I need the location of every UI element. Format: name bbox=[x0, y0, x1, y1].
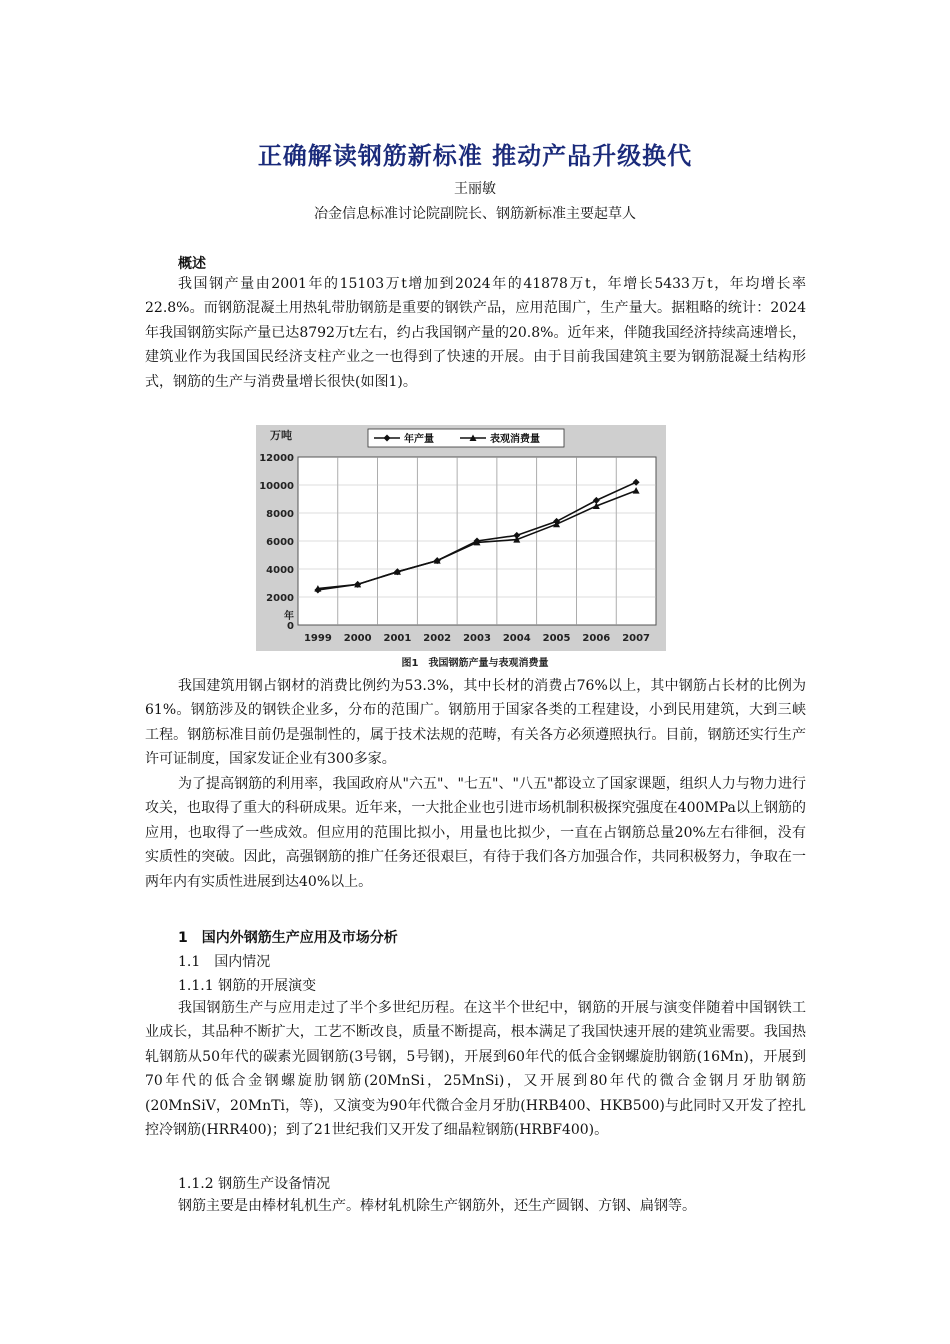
paragraph-equipment: 钢筋主要是由棒材轧机生产。棒材轧机除生产钢筋外，还生产圆钢、方钢、扁钢等。 bbox=[178, 1198, 696, 1214]
author-name: 王丽敏 bbox=[454, 181, 496, 197]
y-tick-label: 2000 bbox=[266, 593, 294, 604]
x-axis-label: 年 bbox=[284, 611, 294, 622]
line-chart bbox=[256, 425, 666, 651]
x-tick-label: 1999 bbox=[303, 633, 332, 644]
x-tick-label: 2005 bbox=[542, 633, 571, 644]
y-tick-label: 10000 bbox=[259, 481, 294, 492]
production-consumption-chart bbox=[256, 425, 666, 651]
overview-heading: 概述 bbox=[178, 256, 206, 272]
x-tick-label: 2001 bbox=[383, 633, 412, 644]
document-title: 正确解读钢筋新标准 推动产品升级换代 bbox=[257, 142, 693, 170]
y-tick-label: 4000 bbox=[266, 565, 294, 576]
y-tick-label: 6000 bbox=[266, 537, 294, 548]
x-tick-label: 2003 bbox=[463, 633, 491, 644]
paragraph-overview: 我国钢产量由2001年的15103万t增加到2024年的41878万t，年增长5433万t，年均增长率22.8%。而钢筋混凝土用热轧带肋钢筋是重要的钢铁产品，应用范围广，生产量大。据粗略的统计：2024年我国钢筋实际产量已达8792万t左右，约占我国钢产量的20.8%。近年来，伴随我国经济持续高速增长，建筑业作为我国国民经济支柱产业之一也得到了快速的开展。由于目前我国建筑主要为钢筋混凝土结构形式，钢筋的生产与消费量增长很快(如图1)。 bbox=[145, 276, 806, 390]
paragraph-development: 我国钢筋生产与应用走过了半个多世纪历程。在这半个世纪中，钢筋的开展与演变伴随着中国钢铁工业成长，其品种不断扩大，工艺不断改良，质量不断提高，根本满足了我国快速开展的建筑业需要。我国热轧钢筋从50年代的碳素光圆钢筋(3号钢，5号钢)，开展到60年代的低合金钢螺旋肋钢筋(16Mn)，开展到70年代的低合金钢螺旋肋钢筋(20MnSi，25MnSi)，又开展到80年代的微合金钢月牙肋钢筋(20MnSiV，20MnTi，等)，又演变为90年代微合金月牙肋(HRB400、HKB500)与此同时又开发了控扎控冷钢筋(HRR400)；到了21世纪我们又开发了细晶粒钢筋(HRBF400)。 bbox=[145, 1000, 806, 1139]
x-tick-label: 2000 bbox=[343, 633, 372, 644]
paragraph-research: 为了提高钢筋的利用率，我国政府从"六五"、"七五"、"八五"都设立了国家课题，组织人力与物力进行攻关，也取得了重大的科研成果。近年来，一大批企业也引进市场机制积极探究强度在400MPa以上钢筋的应用，也取得了一些成效。但应用的范围比拟小，用量也比拟少，一直在占钢筋总量20%左右徘徊，没有实质性的突破。因此，高强钢筋的推广任务还很艰巨，有待于我们各方加强合作，共同积极努力，争取在一两年内有实质性进展到达40%以上。 bbox=[145, 776, 806, 890]
y-tick-label: 12000 bbox=[259, 453, 294, 464]
x-tick-label: 2004 bbox=[502, 633, 531, 644]
legend-label: 表观消费量 bbox=[490, 434, 540, 445]
y-axis-label: 万吨 bbox=[270, 429, 292, 442]
section-1-1-heading: 1.1 国内情况 bbox=[178, 954, 271, 970]
author-affiliation: 冶金信息标准讨论院副院长、钢筋新标准主要起草人 bbox=[314, 206, 636, 222]
legend-label: 年产量 bbox=[404, 434, 434, 445]
x-tick-label: 2006 bbox=[582, 633, 611, 644]
section-1-1-2-heading: 1.1.2 钢筋生产设备情况 bbox=[178, 1176, 331, 1192]
section-1-1-1-heading: 1.1.1 钢筋的开展演变 bbox=[178, 978, 317, 994]
y-tick-label: 0 bbox=[287, 621, 294, 632]
paragraph-consumption: 我国建筑用钢占钢材的消费比例约为53.3%，其中长材的消费占76%以上，其中钢筋占长材的比例为61%。钢筋涉及的钢铁企业多，分布的范围广。钢筋用于国家各类的工程建设，小到民用建筑，大到三峡工程。钢筋标准目前仍是强制性的，属于技术法规的范畴，有关各方必须遵照执行。目前，钢筋还实行生产许可证制度，国家发证企业有300多家。 bbox=[145, 678, 806, 768]
x-tick-label: 2002 bbox=[423, 633, 452, 644]
section-1-heading: 1 国内外钢筋生产应用及市场分析 bbox=[178, 930, 398, 946]
figure-caption: 图1 我国钢筋产量与表观消费量 bbox=[401, 658, 549, 669]
x-tick-label: 2007 bbox=[622, 633, 651, 644]
y-tick-label: 8000 bbox=[266, 509, 294, 520]
